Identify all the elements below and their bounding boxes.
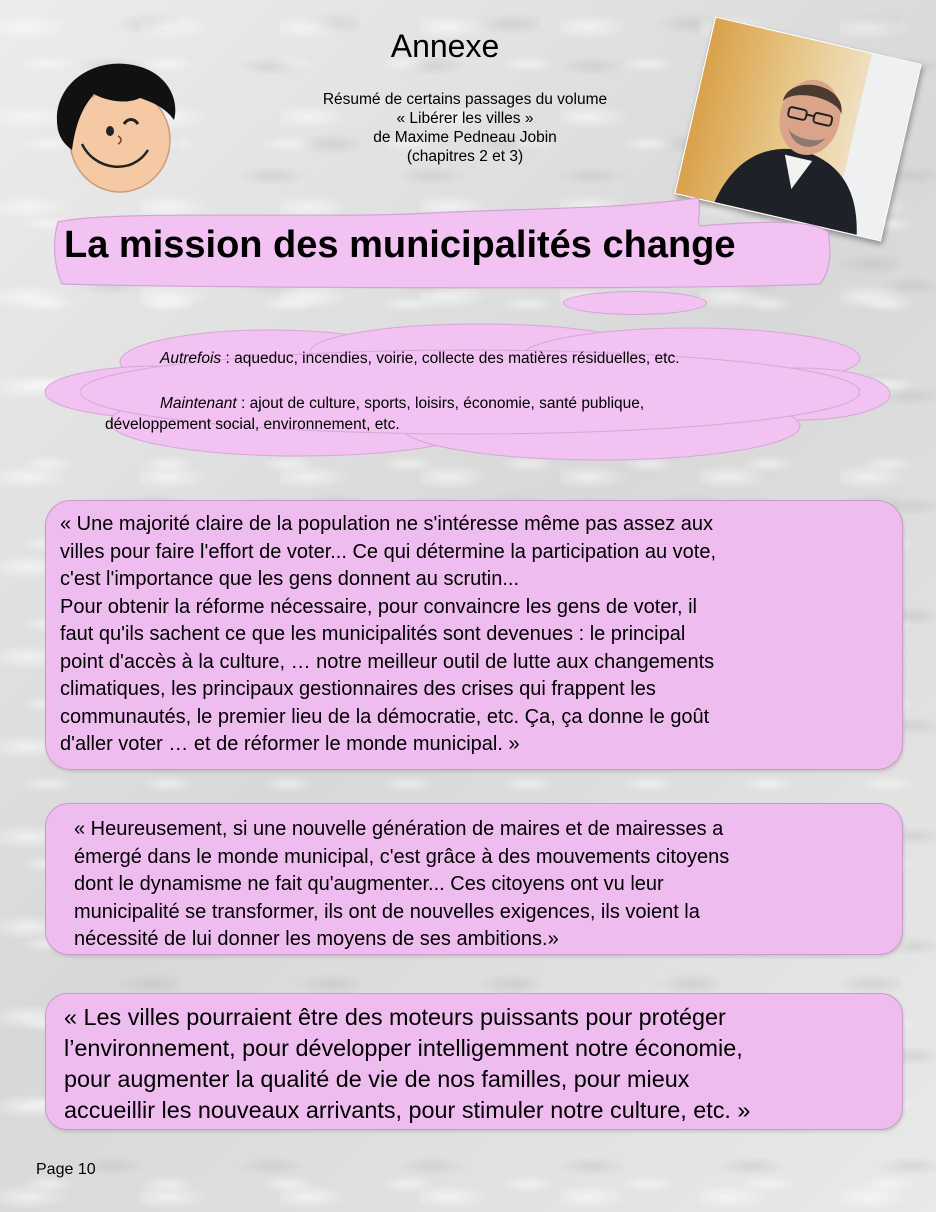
then-statement bbox=[160, 350, 680, 368]
quote-line: faut qu'ils sachent ce que les municipalités sont devenues : le principal bbox=[60, 623, 686, 645]
quote-line: l’environnement, pour développer intelligemment notre économie, bbox=[64, 1035, 743, 1061]
now-text: : ajout de culture, sports, loisirs, économie, santé publique, bbox=[236, 395, 645, 412]
subtitle-line: Résumé de certains passages du volume bbox=[322, 91, 608, 108]
quote-line: Pour obtenir la réforme nécessaire, pour convaincre les gens de voter, il bbox=[60, 595, 698, 618]
quote-text bbox=[74, 816, 894, 954]
decorative-oval bbox=[563, 291, 707, 315]
quote-bubble bbox=[45, 993, 903, 1130]
page-title: Annexe bbox=[390, 28, 500, 64]
section-headline: La mission des municipalités change bbox=[64, 224, 736, 266]
then-text: : aqueduc, incendies, voirie, collecte des matières résiduelles, etc. bbox=[221, 350, 680, 367]
page-number: Page 10 bbox=[36, 1161, 96, 1178]
quote-line: climatiques, les principaux gestionnaires des crises qui frappent les bbox=[60, 678, 656, 700]
cartoon-face-illustration bbox=[48, 58, 183, 198]
quote-line: c'est l'importance que les gens donnent au scrutin... bbox=[60, 568, 520, 590]
quote-line: point d'accès à la culture, … notre meilleur outil de lutte aux changements bbox=[60, 650, 715, 673]
quote-line: « Une majorité claire de la population ne s'intéresse même pas assez aux bbox=[60, 513, 714, 535]
quote-line: pour augmenter la qualité de vie de nos familles, pour mieux bbox=[64, 1066, 690, 1092]
quote-bubble bbox=[45, 500, 903, 770]
subtitle-line: « Libérer les villes » bbox=[396, 110, 534, 127]
book-reference bbox=[265, 90, 665, 166]
now-label: Maintenant bbox=[160, 395, 237, 412]
quote-line: émergé dans le monde municipal, c'est grâce à des mouvements citoyens bbox=[74, 845, 730, 868]
then-label: Autrefois bbox=[160, 350, 222, 367]
quote-line: villes pour faire l'effort de voter... Ce qui détermine la participation au vote, bbox=[60, 540, 717, 563]
subtitle-line: de Maxime Pedneau Jobin bbox=[373, 129, 557, 146]
quote-bubble bbox=[45, 803, 903, 955]
quote-text bbox=[60, 511, 890, 759]
quote-line: dont le dynamisme ne fait qu'augmenter... Ces citoyens ont vu leur bbox=[74, 873, 664, 895]
quote-line: « Heureusement, si une nouvelle génération de maires et de mairesses a bbox=[74, 818, 724, 840]
quote-line: accueillir les nouveaux arrivants, pour stimuler notre culture, etc. » bbox=[64, 1097, 751, 1123]
quote-line: « Les villes pourraient être des moteurs puissants pour protéger bbox=[64, 1004, 726, 1030]
quote-line: d'aller voter … et de réformer le monde municipal. » bbox=[60, 733, 520, 755]
quote-text bbox=[64, 1002, 894, 1126]
quote-line: nécessité de lui donner les moyens de ses ambitions.» bbox=[74, 928, 559, 950]
subtitle-line: (chapitres 2 et 3) bbox=[406, 148, 524, 165]
quote-line: municipalité se transformer, ils ont de nouvelles exigences, ils voient la bbox=[74, 900, 700, 923]
quote-line: communautés, le premier lieu de la démocratie, etc. Ça, ça donne le goût bbox=[60, 705, 710, 728]
now-statement bbox=[105, 393, 805, 435]
now-text-continued: développement social, environnement, etc. bbox=[105, 416, 400, 433]
